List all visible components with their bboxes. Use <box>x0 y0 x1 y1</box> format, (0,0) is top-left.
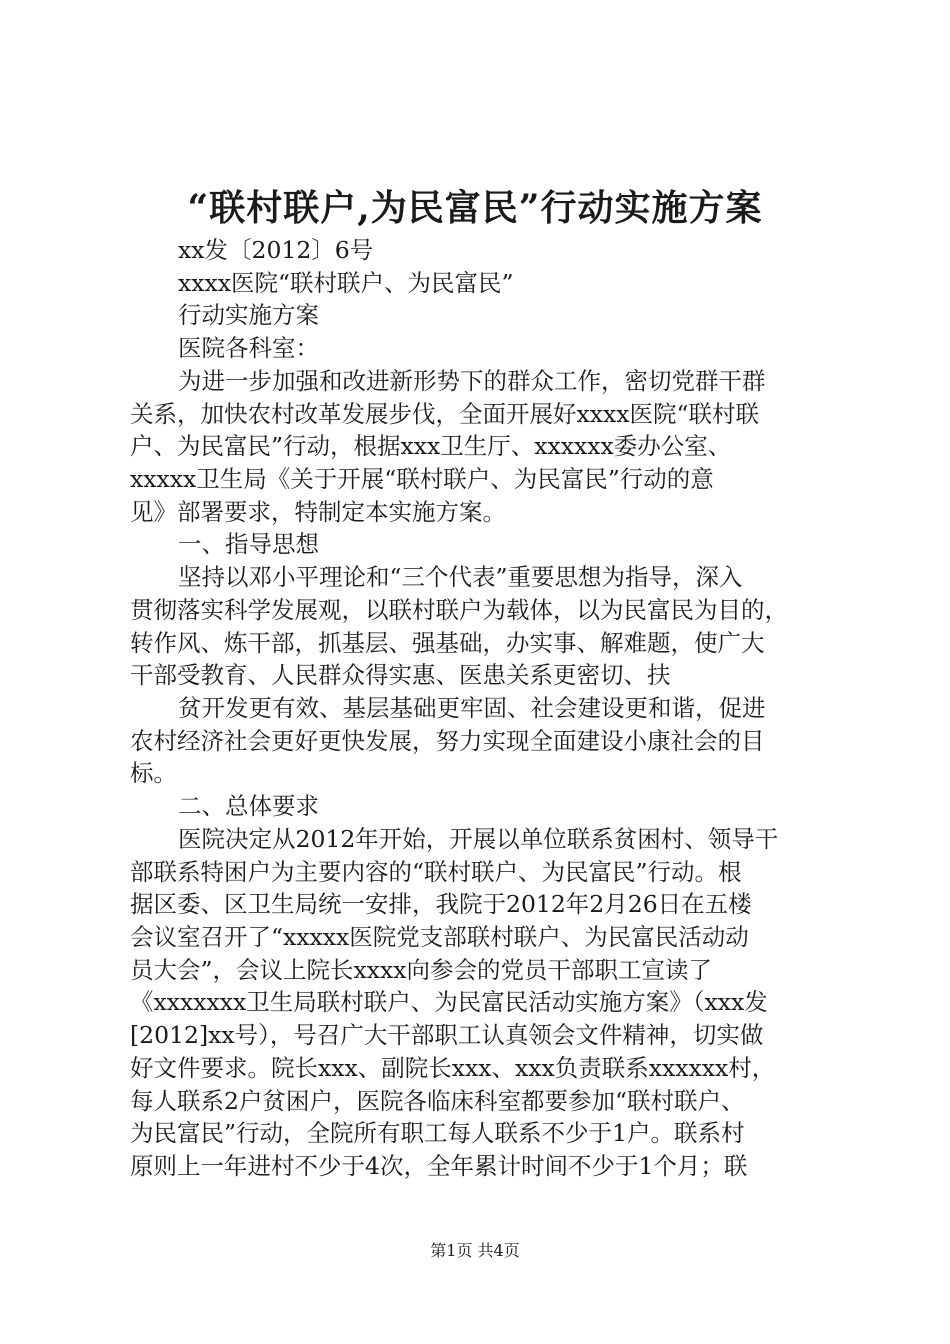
section-heading: 一、指导思想 <box>178 530 319 558</box>
body-line: 坚持以邓小平理论和“三个代表”重要思想为指导，深入 <box>178 563 743 591</box>
doc-number: xx发〔2012〕6号 <box>178 236 374 264</box>
body-line: 贫开发更有效、基层基础更牢固、社会建设更和谐，促进 <box>178 694 766 722</box>
body-line: 好文件要求。院长xxx、副院长xxx、xxx负责联系xxxxxx村， <box>130 1054 776 1082</box>
document-title: “联村联户,为民富民”行动实施方案 <box>187 187 763 229</box>
body-line: 见》部署要求，特制定本实施方案。 <box>130 498 506 526</box>
body-line: 为民富民”行动，全院所有职工每人联系不少于1户。联系村 <box>130 1119 745 1147</box>
body-line: 医院决定从2012年开始，开展以单位联系贫困村、领导干 <box>178 825 779 853</box>
salutation: 医院各科室： <box>178 334 319 362</box>
body-line: 为进一步加强和改进新形势下的群众工作，密切党群干群 <box>178 367 766 395</box>
body-line: 转作风、炼干部，抓基层、强基础，办实事、解难题，使广大 <box>130 629 765 657</box>
body-line: 据区委、区卫生局统一安排，我院于2012年2月26日在五楼 <box>130 890 752 918</box>
body-line: 标。 <box>130 759 177 787</box>
body-line: 员大会”，会议上院长xxxx向参会的党员干部职工宣读了 <box>130 956 713 984</box>
body-line: 会议室召开了“xxxxx医院党支部联村联户、为民富民活动动 <box>130 923 749 951</box>
body-line: 贯彻落实科学发展观，以联村联户为载体，以为民富民为目的， <box>130 596 788 624</box>
body-line: 《xxxxxxx卫生局联村联户、为民富民活动实施方案》（xxx发 <box>130 988 768 1016</box>
body-line: 部联系特困户为主要内容的“联村联户、为民富民”行动。根 <box>130 858 742 886</box>
body-line: 每人联系2户贫困户，医院各临床科室都要参加“联村联户、 <box>130 1087 745 1115</box>
body-line: 户、为民富民”行动，根据xxx卫生厅、xxxxxx委办公室、 <box>130 432 732 460</box>
doc-subtitle: xxxx医院“联村联户、为民富民” <box>178 269 514 297</box>
doc-subtitle-2: 行动实施方案 <box>178 301 319 329</box>
page-footer: 第1页 共4页 <box>430 1241 520 1260</box>
body-line: xxxxx卫生局《关于开展“联村联户、为民富民”行动的意 <box>130 465 714 493</box>
body-line: 关系，加快农村改革发展步伐，全面开展好xxxx医院“联村联 <box>130 400 760 428</box>
section-heading: 二、总体要求 <box>178 792 319 820</box>
body-line: [2012]xx号），号召广大干部职工认真领会文件精神，切实做 <box>130 1021 764 1049</box>
body-line: 农村经济社会更好更快发展，努力实现全面建设小康社会的目 <box>130 727 765 755</box>
body-line: 原则上一年进村不少于4次，全年累计时间不少于1个月；联 <box>130 1152 748 1180</box>
body-line: 干部受教育、人民群众得实惠、医患关系更密切、扶 <box>130 661 671 689</box>
